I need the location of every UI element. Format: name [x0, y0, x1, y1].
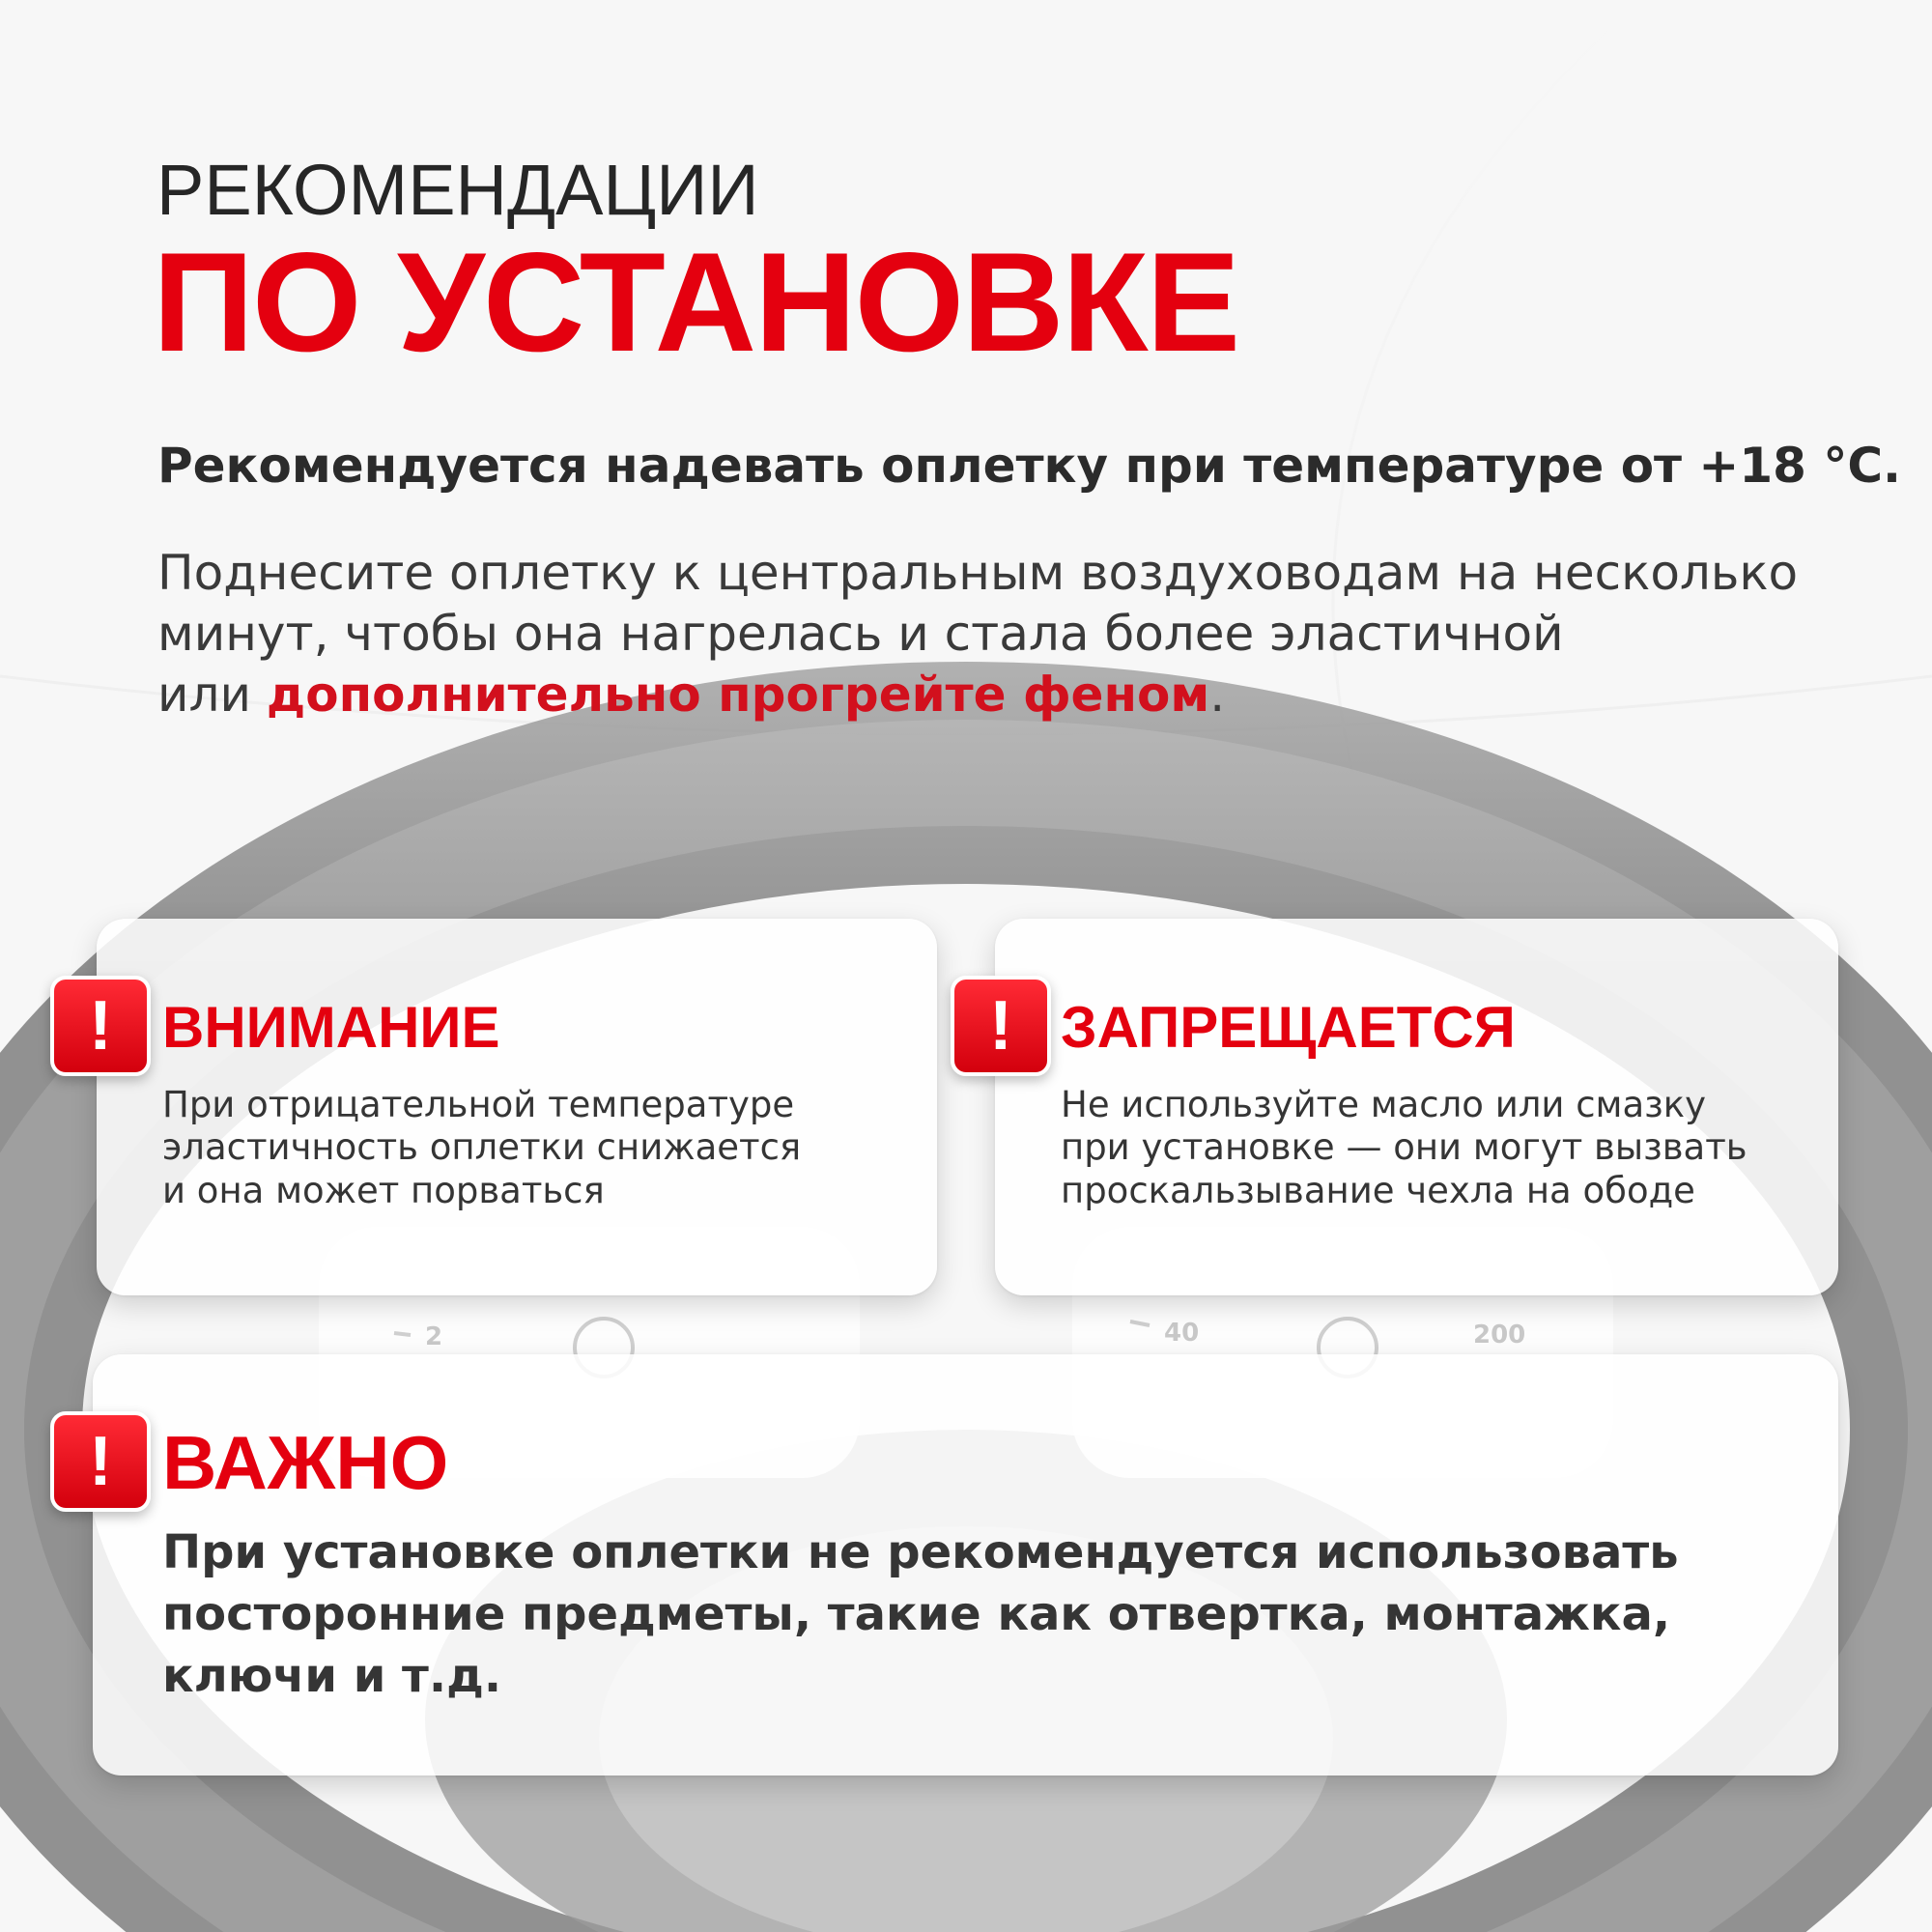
prohibited-text: [1061, 1084, 1747, 1212]
page-title: ПО УСТАНОВКЕ: [153, 223, 1239, 381]
prohibited-title: ЗАПРЕЩАЕТСЯ: [1061, 995, 1516, 1060]
instruction-suffix: .: [1209, 667, 1226, 723]
prohibited-line: при установке — они могут вызвать: [1061, 1126, 1747, 1169]
instruction-line: [157, 665, 1819, 725]
important-line: посторонние предметы, такие как отвертка, монтажка,: [162, 1587, 1671, 1641]
exclamation-icon: !: [50, 1411, 151, 1512]
prohibited-line: проскальзывание чехла на ободе: [1061, 1169, 1695, 1211]
exclamation-icon: !: [50, 976, 151, 1076]
attention-line: эластичность оплетки снижается: [162, 1126, 802, 1169]
attention-line: При отрицательной температуре: [162, 1084, 795, 1125]
instruction-line: Поднесите оплетку к центральным воздуховодам на несколько: [157, 545, 1799, 601]
attention-line: и она может порваться: [162, 1169, 605, 1211]
instruction-paragraph: [157, 543, 1819, 725]
attention-title: ВНИМАНИЕ: [162, 995, 500, 1060]
important-text: [162, 1521, 1679, 1707]
instruction-prefix: или: [157, 667, 267, 723]
important-title: ВАЖНО: [162, 1420, 449, 1505]
exclamation-icon: !: [951, 976, 1051, 1076]
instruction-accent: дополнительно прогрейте феном: [266, 667, 1210, 723]
prohibited-line: Не используйте масло или смазку: [1061, 1084, 1707, 1125]
instruction-line: минут, чтобы она нагрелась и стала более эластичной: [157, 606, 1564, 662]
important-line: При установке оплетки не рекомендуется использовать: [162, 1525, 1679, 1579]
attention-text: [162, 1084, 801, 1212]
important-line: ключи и т.д.: [162, 1649, 502, 1703]
temperature-note: Рекомендуется надевать оплетку при температуре от +18 °C.: [157, 438, 1902, 494]
eyebrow-title: РЕКОМЕНДАЦИИ: [156, 150, 759, 230]
